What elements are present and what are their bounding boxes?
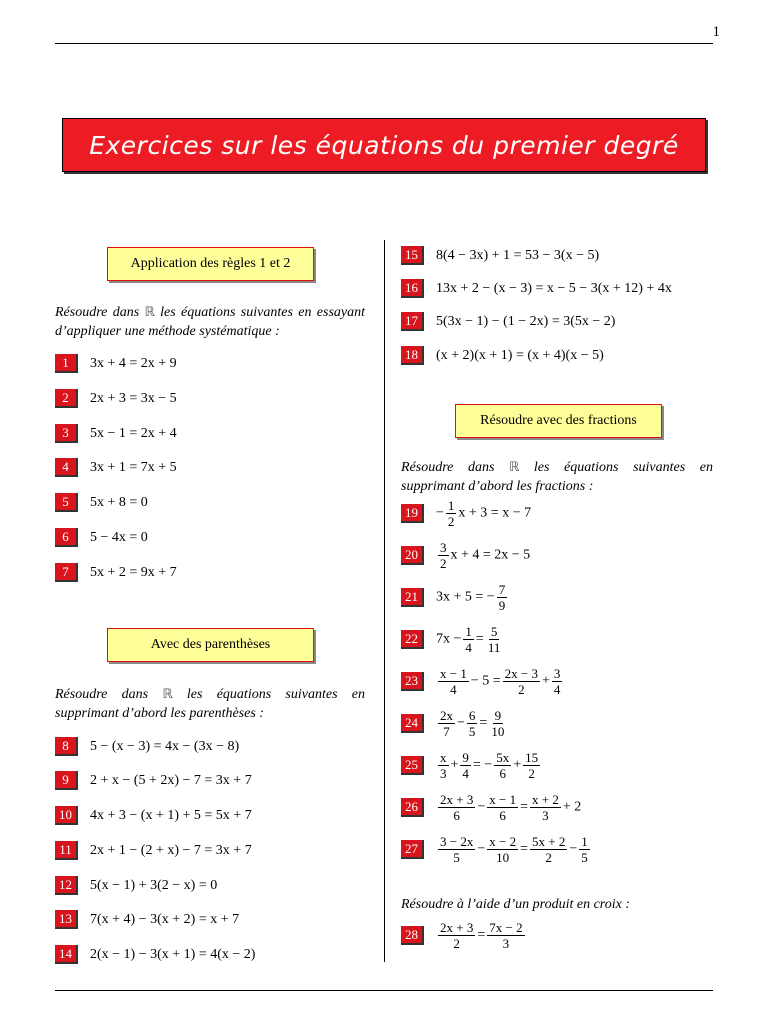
fraction	[497, 582, 508, 613]
exercise-number: 10	[55, 806, 78, 825]
denominator: 11	[487, 640, 501, 655]
denominator: 10	[491, 724, 505, 739]
fraction	[438, 792, 475, 823]
exercise-number: 22	[401, 630, 424, 649]
minus-sign: −	[436, 505, 444, 521]
exercise-number: 20	[401, 546, 424, 565]
title-banner	[62, 118, 706, 172]
operator: =	[479, 715, 488, 731]
exercise-number: 26	[401, 798, 424, 817]
numerator: 7	[498, 582, 506, 597]
exercise-number: 9	[55, 771, 78, 790]
fraction	[438, 708, 455, 739]
numerator: 3	[553, 666, 561, 681]
exercise-22	[401, 624, 504, 655]
equation	[436, 920, 527, 951]
denominator: 3	[502, 936, 510, 951]
exercise-16	[401, 279, 672, 298]
exercise-7	[55, 563, 177, 582]
fraction	[438, 666, 469, 697]
operator: − 5 =	[470, 673, 501, 689]
numerator: 2x	[440, 708, 453, 723]
equation-part: x + 4 = 2x − 5	[450, 547, 531, 563]
numerator: 15	[525, 750, 539, 765]
fraction	[487, 834, 518, 865]
exercise-number: 6	[55, 528, 78, 547]
exercise-17	[401, 312, 615, 331]
numerator: 1	[447, 498, 455, 513]
section-heading-rules	[107, 247, 314, 281]
fraction	[463, 624, 474, 655]
denominator: 6	[499, 766, 506, 781]
numerator: 5x	[496, 750, 510, 765]
exercise-number: 18	[401, 346, 424, 365]
equation: 5(x − 1) + 3(2 − x) = 0	[90, 877, 218, 893]
denominator: 2	[518, 682, 525, 697]
equation-part: + 2	[562, 799, 582, 815]
fraction	[530, 834, 567, 865]
numerator: x + 2	[532, 792, 559, 807]
operator: = −	[472, 757, 493, 773]
equation	[436, 708, 508, 739]
exercise-19	[401, 498, 531, 529]
numerator: 1	[465, 624, 472, 639]
equation	[436, 666, 564, 697]
numerator: x	[440, 750, 447, 765]
instruction-parentheses	[55, 685, 365, 723]
exercise-12	[55, 876, 217, 895]
instruction-fractions	[401, 458, 713, 496]
exercise-13	[55, 910, 239, 929]
exercise-6	[55, 528, 148, 547]
equation: 13x + 2 − (x − 3) = x − 5 − 3(x + 12) + 4x	[436, 280, 672, 296]
instruction-text: Résoudre dans	[401, 460, 509, 475]
fraction	[552, 666, 563, 697]
operator: −	[569, 841, 578, 857]
fraction	[523, 750, 540, 781]
exercise-number: 23	[401, 672, 424, 691]
instruction-rules	[55, 303, 365, 341]
exercise-number: 12	[55, 876, 78, 895]
denominator: 9	[498, 598, 506, 613]
instruction-text: les équations suivantes en supprimant d’abord les parenthèses :	[55, 687, 366, 721]
operator: =	[477, 927, 486, 943]
numerator: x − 1	[489, 792, 517, 807]
section-heading-text: Résoudre avec des fractions	[480, 413, 637, 428]
section-heading-text: Avec des parenthèses	[150, 637, 271, 652]
exercise-number: 2	[55, 389, 78, 408]
exercise-21	[401, 582, 509, 613]
numerator: 6	[468, 708, 476, 723]
page-number: 1	[712, 24, 720, 40]
exercise-number: 27	[401, 840, 424, 859]
denominator: 2	[440, 556, 447, 571]
numerator: 5	[490, 624, 498, 639]
exercise-number: 21	[401, 588, 424, 607]
exercise-4	[55, 458, 177, 477]
exercise-number: 15	[401, 246, 424, 265]
real-numbers-symbol: ℝ	[162, 687, 173, 702]
exercise-number: 4	[55, 458, 78, 477]
exercise-23	[401, 666, 564, 697]
equation	[436, 582, 509, 613]
denominator: 5	[468, 724, 476, 739]
denominator: 5	[581, 850, 588, 865]
fraction	[530, 792, 561, 823]
equation: 7(x + 4) − 3(x + 2) = x + 7	[90, 911, 240, 927]
denominator: 2	[447, 514, 455, 529]
equation	[436, 540, 530, 571]
exercise-28	[401, 920, 527, 951]
section-heading-parentheses	[107, 628, 314, 662]
numerator: x − 1	[440, 666, 467, 681]
fraction	[438, 834, 475, 865]
exercise-number: 8	[55, 737, 78, 756]
exercise-20	[401, 540, 530, 571]
instruction-text: Résoudre dans	[55, 687, 163, 702]
operator: −	[477, 841, 486, 857]
exercise-10	[55, 806, 252, 825]
exercise-18	[401, 346, 604, 365]
denominator: 2	[453, 936, 460, 951]
fraction	[438, 920, 475, 951]
equation	[436, 498, 531, 529]
exercise-9	[55, 771, 252, 790]
denominator: 2	[545, 850, 552, 865]
exercise-11	[55, 841, 252, 860]
operator: +	[513, 757, 522, 773]
numerator: 3	[440, 540, 447, 555]
fraction	[438, 540, 449, 571]
equation	[436, 834, 592, 865]
operator: =	[475, 631, 484, 647]
real-numbers-symbol: ℝ	[144, 305, 155, 320]
exercise-number: 5	[55, 493, 78, 512]
numerator: 1	[581, 834, 588, 849]
numerator: 9	[462, 750, 469, 765]
equation-part: 7x −	[436, 631, 462, 647]
exercise-2	[55, 389, 177, 408]
fraction	[446, 498, 457, 529]
equation: 3x + 4 = 2x + 9	[90, 355, 177, 371]
exercise-number: 14	[55, 945, 78, 964]
fraction	[486, 624, 503, 655]
numerator: 2x − 3	[504, 666, 538, 681]
exercise-26	[401, 792, 581, 823]
operator: =	[520, 841, 528, 857]
denominator: 5	[453, 850, 460, 865]
operator: +	[450, 757, 459, 773]
exercise-24	[401, 708, 508, 739]
operator: −	[457, 715, 465, 731]
numerator: 2x + 3	[440, 792, 474, 807]
denominator: 6	[499, 808, 506, 823]
exercise-number: 19	[401, 504, 424, 523]
fraction	[489, 708, 506, 739]
denominator: 6	[453, 808, 460, 823]
numerator: 2x + 3	[440, 920, 474, 935]
exercise-number: 16	[401, 279, 424, 298]
denominator: 10	[496, 850, 510, 865]
instruction-text: Résoudre à l’aide d’un produit en croix :	[401, 897, 631, 912]
denominator: 4	[465, 640, 472, 655]
equation: 5x + 2 = 9x + 7	[90, 564, 177, 580]
exercise-number: 3	[55, 424, 78, 443]
exercise-number: 25	[401, 756, 424, 775]
instruction-cross-product	[401, 895, 713, 914]
fraction	[460, 750, 471, 781]
equation: 8(4 − 3x) + 1 = 53 − 3(x − 5)	[436, 247, 600, 263]
exercise-8	[55, 737, 239, 756]
exercise-number: 13	[55, 910, 78, 929]
exercise-15	[401, 246, 599, 265]
instruction-text: Résoudre dans	[55, 305, 145, 320]
fraction	[438, 750, 449, 781]
fraction	[494, 750, 511, 781]
exercise-number: 17	[401, 312, 424, 331]
exercise-number: 24	[401, 714, 424, 733]
equation: 5x − 1 = 2x + 4	[90, 425, 177, 441]
equation: 4x + 3 − (x + 1) + 5 = 5x + 7	[90, 807, 252, 823]
denominator: 4	[553, 682, 561, 697]
equation: 2(x − 1) − 3(x + 1) = 4(x − 2)	[90, 946, 256, 962]
equation: (x + 2)(x + 1) = (x + 4)(x − 5)	[436, 347, 604, 363]
column-divider	[384, 240, 385, 962]
fraction	[579, 834, 590, 865]
fraction	[487, 792, 518, 823]
denominator: 3	[542, 808, 549, 823]
fraction	[487, 920, 524, 951]
instruction-text: les équations suivantes en essayant d’appliquer une méthode systématique :	[55, 305, 365, 339]
numerator: 3 − 2x	[440, 834, 474, 849]
equation-part: x + 3 = x − 7	[458, 505, 532, 521]
equation: 2x + 3 = 3x − 5	[90, 390, 177, 406]
equation-part: 3x + 5 = −	[436, 589, 495, 605]
denominator: 2	[528, 766, 535, 781]
denominator: 4	[450, 682, 457, 697]
exercise-number: 11	[55, 841, 78, 860]
operator: =	[520, 799, 528, 815]
numerator: x − 2	[489, 834, 517, 849]
exercise-27	[401, 834, 592, 865]
numerator: 5x + 2	[532, 834, 566, 849]
exercise-1	[55, 354, 177, 373]
real-numbers-symbol: ℝ	[509, 460, 520, 475]
operator: +	[541, 673, 550, 689]
equation: 2 + x − (5 + 2x) − 7 = 3x + 7	[90, 772, 252, 788]
instruction-text: les équations suivantes en supprimant d’abord les fractions :	[401, 460, 713, 494]
denominator: 3	[440, 766, 447, 781]
exercise-3	[55, 424, 177, 443]
exercise-5	[55, 493, 148, 512]
equation	[436, 624, 504, 655]
header-rule	[55, 43, 713, 44]
equation: 5x + 8 = 0	[90, 494, 148, 510]
exercise-number: 7	[55, 563, 78, 582]
equation: 5(3x − 1) − (1 − 2x) = 3(5x − 2)	[436, 313, 616, 329]
operator: −	[477, 799, 486, 815]
fraction	[467, 708, 478, 739]
denominator: 7	[443, 724, 450, 739]
equation: 5 − 4x = 0	[90, 529, 148, 545]
equation: 2x + 1 − (2 + x) − 7 = 3x + 7	[90, 842, 252, 858]
exercise-25	[401, 750, 542, 781]
section-heading-text: Application des règles 1 et 2	[130, 256, 291, 271]
denominator: 4	[462, 766, 469, 781]
section-heading-fractions	[455, 404, 662, 438]
numerator: 9	[494, 708, 502, 723]
equation: 5 − (x − 3) = 4x − (3x − 8)	[90, 738, 240, 754]
equation	[436, 792, 581, 823]
equation	[436, 750, 542, 781]
exercise-14	[55, 945, 255, 964]
fraction	[503, 666, 540, 697]
exercise-number: 28	[401, 926, 424, 945]
page-title: Exercices sur les équations du premier degré	[89, 130, 679, 160]
footer-rule	[55, 990, 713, 991]
exercise-number: 1	[55, 354, 78, 373]
equation: 3x + 1 = 7x + 5	[90, 459, 177, 475]
numerator: 7x − 2	[489, 920, 523, 935]
